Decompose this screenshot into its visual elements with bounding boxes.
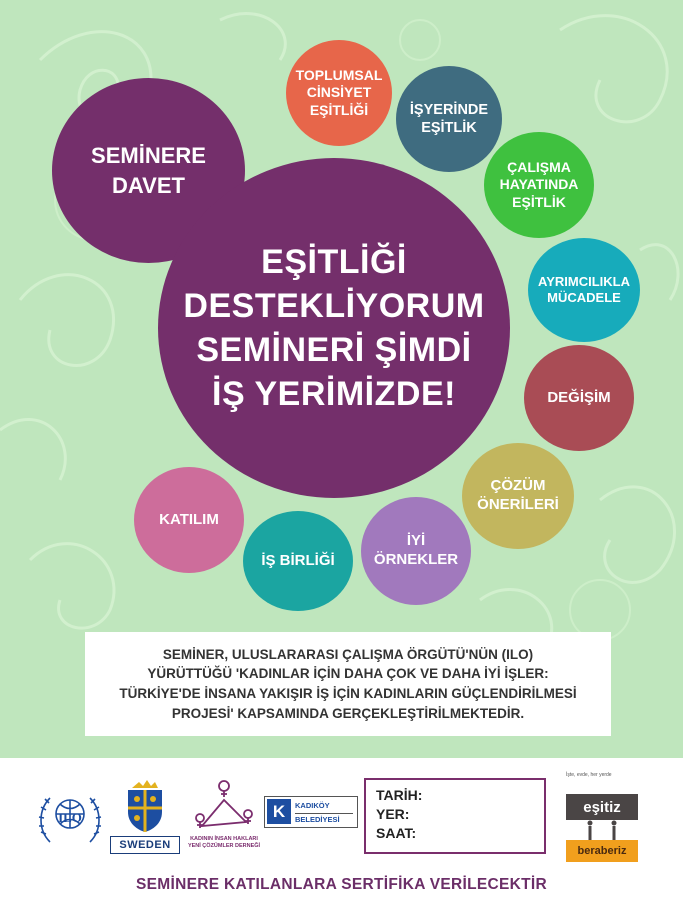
main-message-circle: EŞİTLİĞİ DESTEKLİYORUM SEMİNERİ ŞİMDİ İŞ YERİMİZDE!	[158, 158, 510, 498]
time-label: SAAT:	[376, 825, 417, 841]
sweden-logo	[110, 780, 180, 856]
svg-text:ILO: ILO	[58, 810, 82, 825]
ilo-emblem-icon	[38, 792, 102, 848]
topic-good-examples: İYİ ÖRNEKLER	[361, 497, 471, 605]
footer	[0, 758, 683, 910]
sweden-label: SWEDEN	[110, 836, 180, 854]
topic-working-life-equality: ÇALIŞMA HAYATINDA EŞİTLİK	[484, 132, 594, 238]
project-info-box: SEMİNER, ULUSLARARASI ÇALIŞMA ÖRGÜTÜ'NÜN (ILO) YÜRÜTTÜĞÜ 'KADINLAR İÇİN DAHA ÇOK VE DAHA İYİ İŞLER: TÜRKİYE'DE İNSANA YAKIŞIR İŞ İÇİN KADINLARIN GÜÇLENDİRİLMESİ PROJESİ' KAPSAMINDA GERÇEKLEŞTİRİLMEKTEDİR.	[85, 632, 611, 736]
people-figures-icon	[566, 820, 638, 840]
ilo-logo	[38, 792, 102, 848]
certificate-note: SEMİNERE KATILANLARA SERTİFİKA VERİLECEKTİR	[135, 876, 548, 893]
kihyc-label: KADININ İNSAN HAKLARI YENİ ÇÖZÜMLER DERNEĞİ	[187, 836, 261, 850]
esitiz-logo	[566, 772, 638, 864]
date-label: TARİH:	[376, 787, 423, 803]
topic-fight-discrimination: AYRIMCILIKLA MÜCADELE	[528, 238, 640, 342]
kadikoy-logo	[264, 796, 358, 828]
esitiz-tagline: İşte, evde, her yerde	[566, 772, 612, 778]
topic-workplace-equality: İŞYERİNDE EŞİTLİK	[396, 66, 502, 172]
topic-gender-equality: TOPLUMSAL CİNSİYET EŞİTLİĞİ	[286, 40, 392, 146]
event-details-box	[364, 778, 546, 854]
topic-solution-proposals: ÇÖZÜM ÖNERİLERİ	[462, 443, 574, 549]
esitiz-label: eşitiz	[566, 794, 638, 820]
topic-cooperation: İŞ BİRLİĞİ	[243, 511, 353, 611]
women-symbol-icon	[186, 778, 262, 834]
seminar-invite-circle: SEMİNERE DAVET	[52, 78, 245, 263]
kadikoy-label-2: BELEDİYESİ	[295, 813, 353, 824]
kihyc-logo	[186, 778, 262, 862]
sweden-crest-icon	[110, 780, 180, 834]
topic-change: DEĞİŞİM	[524, 345, 634, 451]
beraberiz-label: beraberiz	[566, 840, 638, 862]
place-label: YER:	[376, 806, 410, 822]
topic-participation: KATILIM	[134, 467, 244, 573]
kadikoy-k-mark: K	[267, 799, 291, 824]
kadikoy-label-1: KADIKÖY	[295, 801, 330, 810]
